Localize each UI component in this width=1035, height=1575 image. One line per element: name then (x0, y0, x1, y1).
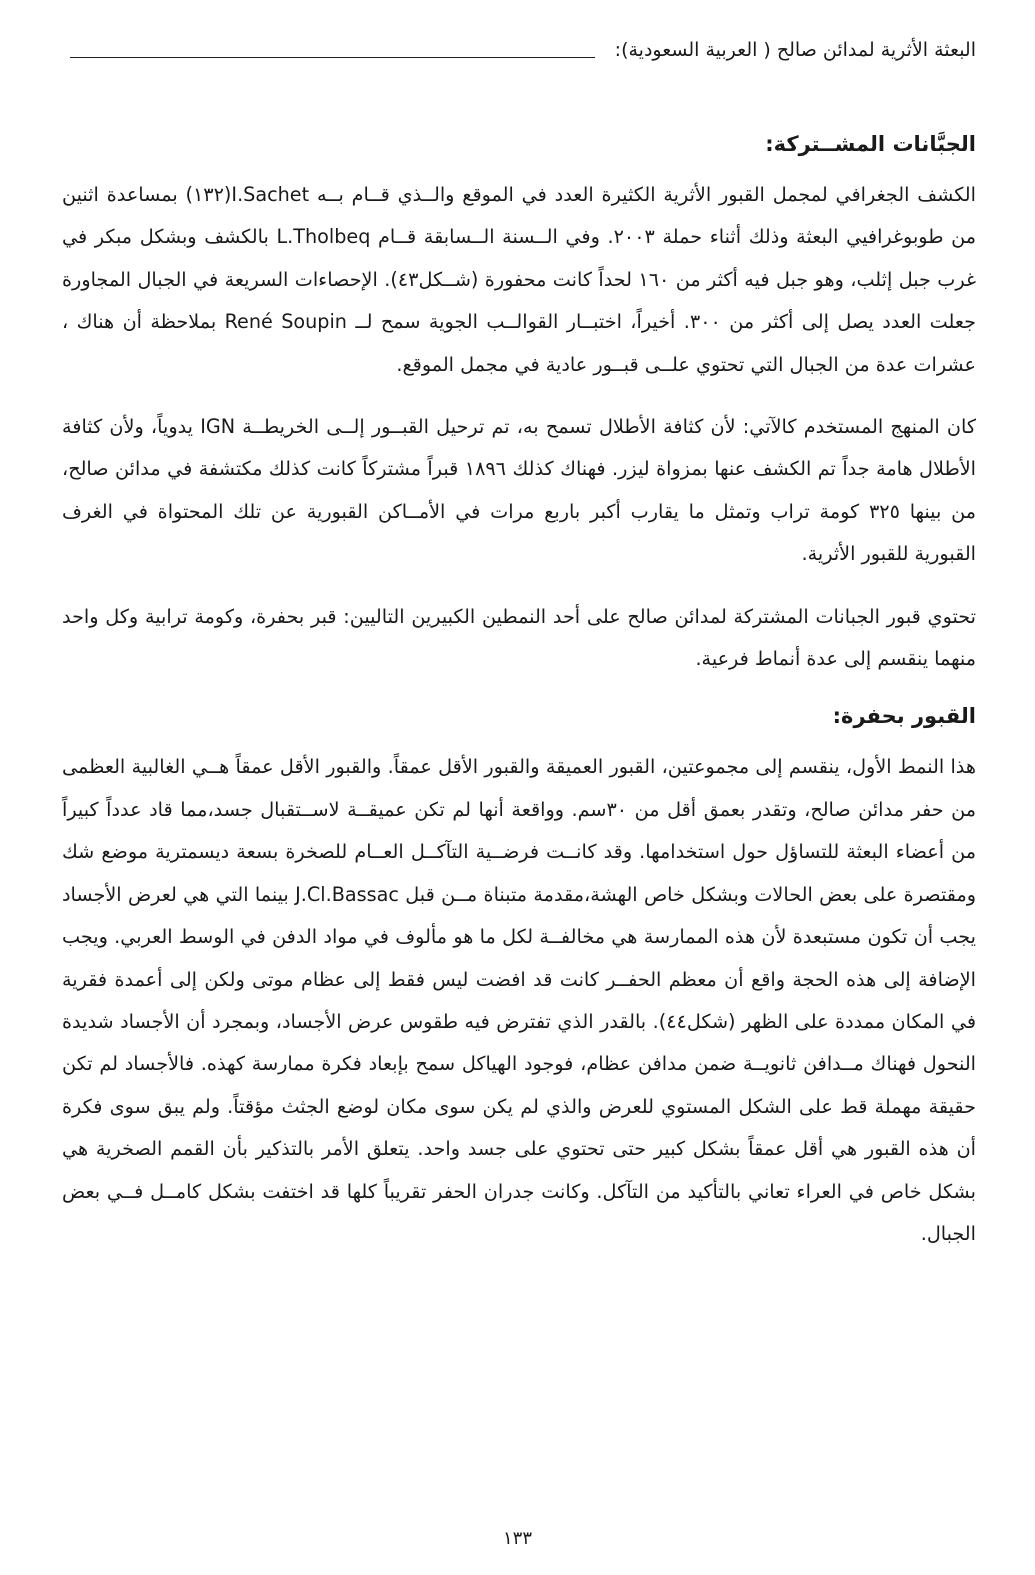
section-heading: القبور بحفرة: (832, 704, 976, 729)
running-header-title: البعثة الأثرية لمدائن صالح ( العربية السعودية): (614, 39, 976, 61)
paragraph: هذا النمط الأول، ينقسم إلى مجموعتين، القبور العميقة والقبور الأقل عمقاً. والقبور الأقل عمقاً هــي الغالبية العظمى من حفر مدائن صالح، وتقدر بعمق أقل من ٣٠سم. وواقعة أنها لم تكن عميقــة لاســتقبال جسد،مما قاد عدداً كبيراً من أعضاء البعثة للتساؤل حول استخدامها. وقد كانــت فرضــية التآكــل العــام للصخرة بسعة ديسمترية موضع شك ومقتصرة على بعض الحالات وبشكل خاص الهشة،مقدمة متبناة مــن قبل J.Cl.Bassac بينما التي هي لعرض الأجساد يجب أن تكون مستبعدة لأن هذه الممارسة هي مخالفــة لكل ما هو مألوف في مواد الدفن في الوسط العربي. ويجب الإضافة إلى هذه الحجة واقع أن معظم الحفــر كانت قد افضت ليس فقط إلى عظام موتى ولكن إلى أعمدة فقرية في المكان ممددة على الظهر (شكل٤٤). بالقدر الذي تفترض فيه طقوس عرض الأجساد، وبمجرد أن الأجساد شديدة النحول فهناك مــدافن ثانويــة ضمن مدافن عظام، فوجود الهياكل سمح بإبعاد فكرة ممارسة كهذه. فالأجساد لم تكن حقيقة مهملة قط على الشكل المستوي للعرض والذي لم يكن سوى مكان لوضع الجثث مؤقتاً. ولم يبق سوى فكرة أن هذه القبور هي أقل عمقاً بشكل كبير حتى تحتوي على جسد واحد. يتعلق الأمر بالتذكير بأن القمم الصخرية هي بشكل خاص في العراء تعاني بالتأكيد من التآكل. وكانت جدران الحفر تقريباً كلها قد اختفت بشكل كامــل فــي بعض الجبال. (62, 755, 977, 1245)
section-heading: الجبَّانات المشــتركة: (765, 132, 976, 156)
header-rule (70, 57, 595, 58)
main-content (62, 128, 976, 1275)
page-number: ١٣٣ (502, 1528, 532, 1549)
section-common-cemeteries (62, 128, 976, 680)
section-pit-graves (62, 700, 976, 1255)
running-header (70, 30, 976, 70)
paragraph: تحتوي قبور الجبانات المشتركة لمدائن صالح على أحد النمطين الكبيرين التاليين: قبر بحفرة، وكومة ترابية وكل واحد منهما ينقسم إلى عدة أنماط فرعية. (62, 604, 976, 671)
paragraph: كان المنهج المستخدم كالآتي: لأن كثافة الأطلال تسمح به، تم ترحيل القبــور إلــى الخريطــة IGN يدوياً، ولأن كثافة الأطلال هامة جداً تم الكشف عنها بمزواة ليزر. فهناك كذلك ١٨٩٦ قبراً مشتركاً كانت كذلك مكتشفة في مدائن صالح، من بينها ٣٢٥ كومة تراب وتمثل ما يقارب أكبر باربع مرات في الأمــاكن القبورية عن تلك المحتواة في الغرف القبورية للقبور الأثرية. (62, 415, 976, 566)
paragraph: الكشف الجغرافي لمجمل القبور الأثرية الكثيرة العدد في الموقع والــذي قــام بــه I.Sachet(١٣٢) بمساعدة اثنين من طوبوغرافيي البعثة وذلك أثناء حملة ٢٠٠٣. وفي الــسنة الــسابقة قــام L.Tholbeq بالكشف وبشكل مبكر في غرب جبل إثلب، وهو جبل فيه أكثر من ١٦٠ لحداً كانت محفورة (شــكل٤٣). الإحصاءات السريعة في الجبال المجاورة جعلت العدد يصل إلى أكثر من ٣٠٠. أخيراً، اختبــار القوالــب الجوية سمح لــ René Soupin بملاحظة أن هناك ، عشرات عدة من الجبال التي تحتوي علــى قبــور عادية في مجمل الموقع. (62, 183, 976, 376)
